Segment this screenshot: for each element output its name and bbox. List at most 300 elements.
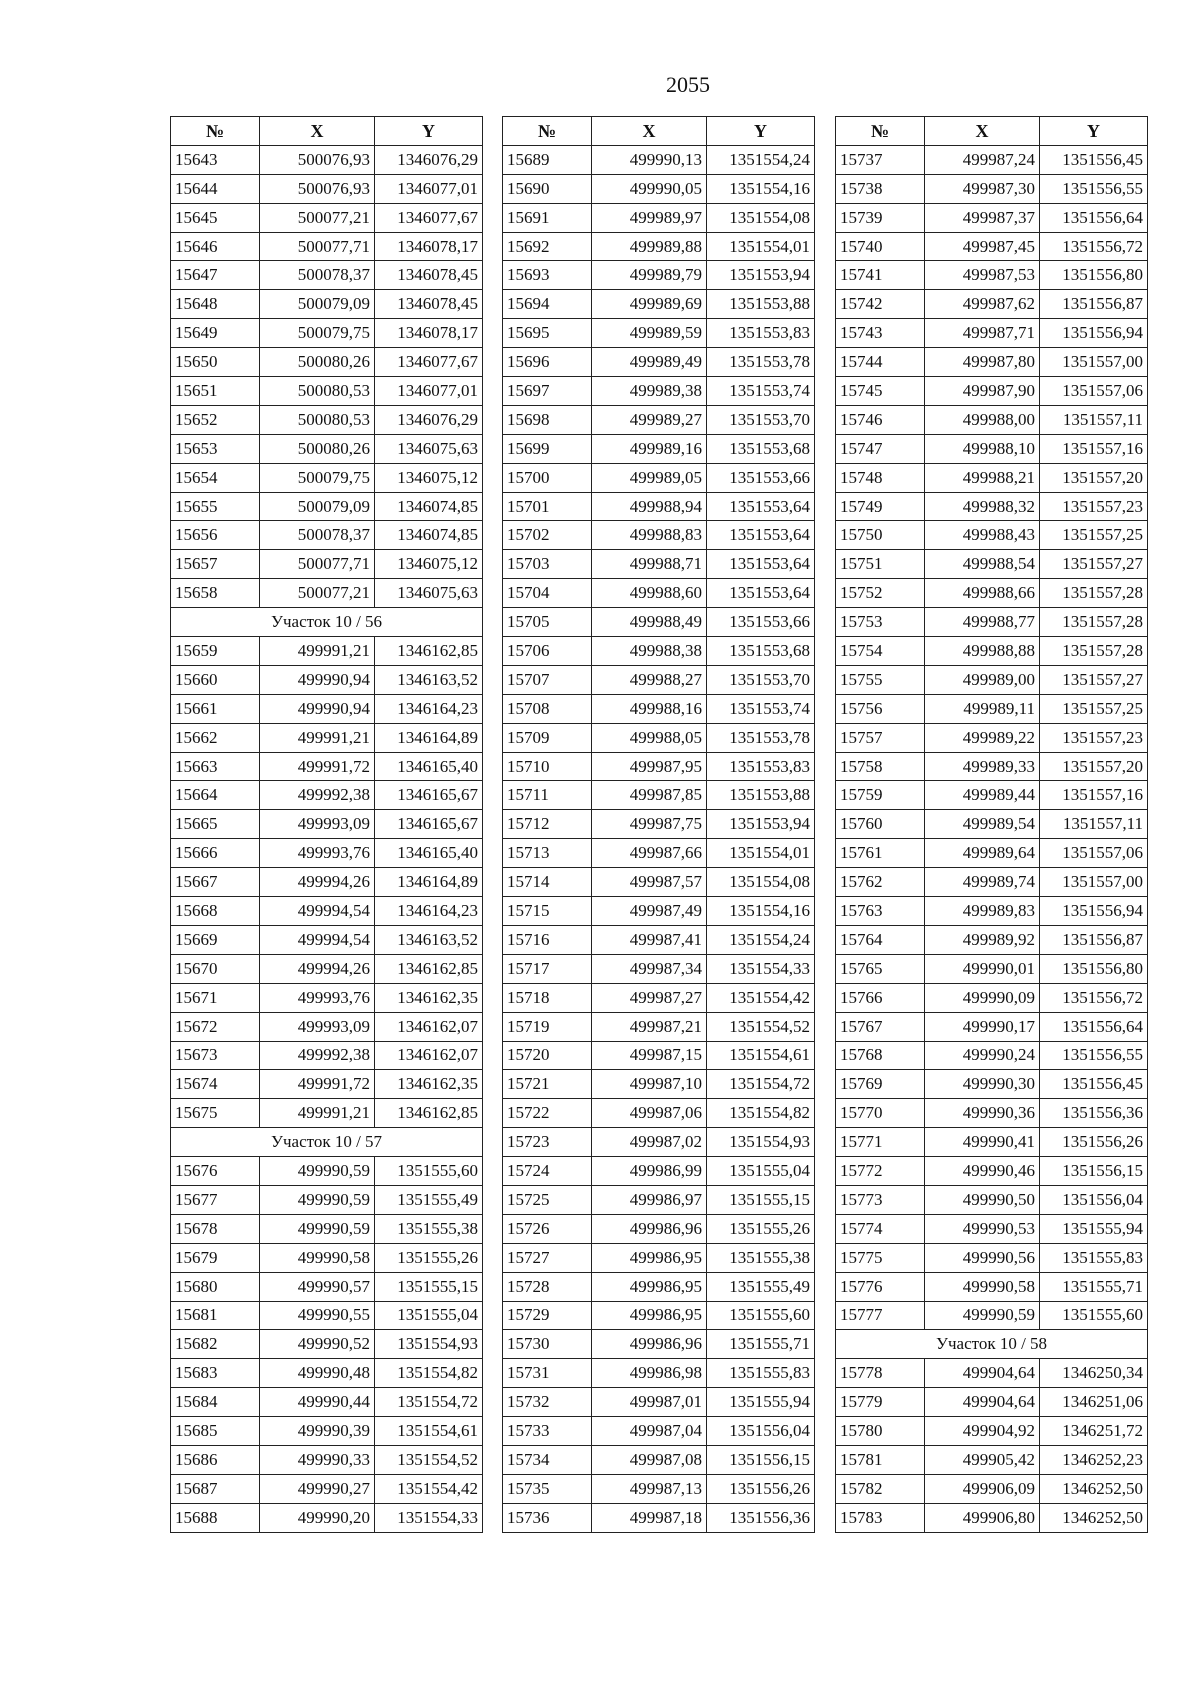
point-number: 15746	[836, 405, 925, 434]
table-row	[836, 1301, 1148, 1330]
table-row	[503, 1214, 815, 1243]
table-row	[836, 1157, 1148, 1186]
x-coordinate: 499988,71	[592, 550, 707, 579]
point-number: 15706	[503, 637, 592, 666]
y-coordinate: 1346252,50	[1040, 1474, 1148, 1503]
table-row	[836, 492, 1148, 521]
y-coordinate: 1346078,17	[375, 232, 483, 261]
header-number: №	[836, 117, 925, 146]
x-coordinate: 499990,46	[925, 1157, 1040, 1186]
table-row	[171, 521, 483, 550]
y-coordinate: 1346164,23	[375, 897, 483, 926]
table-row	[503, 405, 815, 434]
coordinates-table-1	[170, 116, 483, 1533]
point-number: 15651	[171, 377, 260, 406]
point-number: 15685	[171, 1417, 260, 1446]
x-coordinate: 499906,80	[925, 1503, 1040, 1532]
point-number: 15676	[171, 1157, 260, 1186]
table-row	[836, 1128, 1148, 1157]
table-row	[836, 868, 1148, 897]
table-row	[503, 174, 815, 203]
x-coordinate: 500077,21	[260, 579, 375, 608]
table-row	[171, 1503, 483, 1532]
table-row	[836, 954, 1148, 983]
table-row	[503, 925, 815, 954]
x-coordinate: 499987,90	[925, 377, 1040, 406]
table-row	[503, 1157, 815, 1186]
table-row	[836, 781, 1148, 810]
x-coordinate: 499904,64	[925, 1388, 1040, 1417]
y-coordinate: 1351556,36	[1040, 1099, 1148, 1128]
y-coordinate: 1346162,07	[375, 1041, 483, 1070]
point-number: 15646	[171, 232, 260, 261]
point-number: 15712	[503, 810, 592, 839]
x-coordinate: 499990,56	[925, 1243, 1040, 1272]
point-number: 15740	[836, 232, 925, 261]
point-number: 15748	[836, 463, 925, 492]
y-coordinate: 1351555,83	[707, 1359, 815, 1388]
table-row	[836, 1070, 1148, 1099]
x-coordinate: 499986,95	[592, 1272, 707, 1301]
point-number: 15698	[503, 405, 592, 434]
x-coordinate: 499988,83	[592, 521, 707, 550]
table-row	[836, 434, 1148, 463]
x-coordinate: 499991,21	[260, 723, 375, 752]
header-x: X	[592, 117, 707, 146]
x-coordinate: 499994,26	[260, 954, 375, 983]
x-coordinate: 499986,98	[592, 1359, 707, 1388]
point-number: 15647	[171, 261, 260, 290]
table-row	[836, 925, 1148, 954]
y-coordinate: 1351555,71	[1040, 1272, 1148, 1301]
y-coordinate: 1351554,52	[707, 1012, 815, 1041]
table-row	[171, 261, 483, 290]
table-row	[836, 1041, 1148, 1070]
table-row	[836, 290, 1148, 319]
x-coordinate: 500080,53	[260, 377, 375, 406]
point-number: 15658	[171, 579, 260, 608]
table-row	[836, 319, 1148, 348]
y-coordinate: 1351556,72	[1040, 983, 1148, 1012]
point-number: 15771	[836, 1128, 925, 1157]
table-row	[503, 1445, 815, 1474]
point-number: 15650	[171, 348, 260, 377]
x-coordinate: 499989,16	[592, 434, 707, 463]
table-row	[171, 377, 483, 406]
x-coordinate: 499988,32	[925, 492, 1040, 521]
y-coordinate: 1346163,52	[375, 925, 483, 954]
x-coordinate: 499988,66	[925, 579, 1040, 608]
table-row	[503, 1301, 815, 1330]
y-coordinate: 1351554,01	[707, 232, 815, 261]
table-row	[836, 261, 1148, 290]
table-row	[171, 145, 483, 174]
x-coordinate: 499986,95	[592, 1301, 707, 1330]
table-row	[503, 1272, 815, 1301]
y-coordinate: 1351556,55	[1040, 174, 1148, 203]
y-coordinate: 1351553,70	[707, 405, 815, 434]
table-row	[171, 868, 483, 897]
point-number: 15689	[503, 145, 592, 174]
point-number: 15762	[836, 868, 925, 897]
point-number: 15677	[171, 1185, 260, 1214]
header-y: Y	[375, 117, 483, 146]
point-number: 15719	[503, 1012, 592, 1041]
point-number: 15672	[171, 1012, 260, 1041]
table-row	[836, 637, 1148, 666]
x-coordinate: 499987,06	[592, 1099, 707, 1128]
table-row	[503, 1128, 815, 1157]
y-coordinate: 1351555,60	[375, 1157, 483, 1186]
y-coordinate: 1346165,67	[375, 810, 483, 839]
point-number: 15778	[836, 1359, 925, 1388]
point-number: 15747	[836, 434, 925, 463]
point-number: 15731	[503, 1359, 592, 1388]
table-row	[503, 954, 815, 983]
point-number: 15728	[503, 1272, 592, 1301]
y-coordinate: 1351557,20	[1040, 752, 1148, 781]
x-coordinate: 499987,53	[925, 261, 1040, 290]
point-number: 15705	[503, 608, 592, 637]
table-row	[503, 1099, 815, 1128]
point-number: 15723	[503, 1128, 592, 1157]
table-row	[836, 1214, 1148, 1243]
x-coordinate: 499990,36	[925, 1099, 1040, 1128]
x-coordinate: 499989,00	[925, 665, 1040, 694]
y-coordinate: 1351557,20	[1040, 463, 1148, 492]
point-number: 15697	[503, 377, 592, 406]
x-coordinate: 499987,66	[592, 839, 707, 868]
y-coordinate: 1351556,64	[1040, 1012, 1148, 1041]
y-coordinate: 1351557,25	[1040, 521, 1148, 550]
point-number: 15707	[503, 665, 592, 694]
y-coordinate: 1351556,15	[1040, 1157, 1148, 1186]
point-number: 15696	[503, 348, 592, 377]
point-number: 15777	[836, 1301, 925, 1330]
point-number: 15690	[503, 174, 592, 203]
x-coordinate: 499990,17	[925, 1012, 1040, 1041]
y-coordinate: 1351553,88	[707, 290, 815, 319]
table-row	[503, 1012, 815, 1041]
y-coordinate: 1351555,38	[707, 1243, 815, 1272]
x-coordinate: 499989,64	[925, 839, 1040, 868]
y-coordinate: 1351556,94	[1040, 897, 1148, 926]
x-coordinate: 499988,21	[925, 463, 1040, 492]
x-coordinate: 499990,27	[260, 1474, 375, 1503]
point-number: 15643	[171, 145, 260, 174]
table-row	[171, 983, 483, 1012]
y-coordinate: 1351555,71	[707, 1330, 815, 1359]
x-coordinate: 499990,59	[925, 1301, 1040, 1330]
x-coordinate: 499987,15	[592, 1041, 707, 1070]
y-coordinate: 1346162,35	[375, 1070, 483, 1099]
table-row	[503, 1070, 815, 1099]
table-row	[171, 174, 483, 203]
table-row	[836, 463, 1148, 492]
y-coordinate: 1351553,83	[707, 752, 815, 781]
x-coordinate: 499987,08	[592, 1445, 707, 1474]
point-number: 15670	[171, 954, 260, 983]
table-row	[836, 1503, 1148, 1532]
point-number: 15709	[503, 723, 592, 752]
y-coordinate: 1351553,64	[707, 579, 815, 608]
point-number: 15743	[836, 319, 925, 348]
y-coordinate: 1346074,85	[375, 492, 483, 521]
table-row	[171, 579, 483, 608]
y-coordinate: 1351554,08	[707, 203, 815, 232]
y-coordinate: 1351555,26	[707, 1214, 815, 1243]
y-coordinate: 1346078,17	[375, 319, 483, 348]
point-number: 15678	[171, 1214, 260, 1243]
y-coordinate: 1351556,45	[1040, 1070, 1148, 1099]
y-coordinate: 1351556,26	[707, 1474, 815, 1503]
x-coordinate: 499993,09	[260, 810, 375, 839]
point-number: 15752	[836, 579, 925, 608]
table-row	[171, 1359, 483, 1388]
point-number: 15781	[836, 1445, 925, 1474]
point-number: 15665	[171, 810, 260, 839]
point-number: 15653	[171, 434, 260, 463]
y-coordinate: 1351556,80	[1040, 261, 1148, 290]
x-coordinate: 499905,42	[925, 1445, 1040, 1474]
y-coordinate: 1351555,04	[707, 1157, 815, 1186]
point-number: 15669	[171, 925, 260, 954]
header-row	[836, 117, 1148, 146]
point-number: 15751	[836, 550, 925, 579]
y-coordinate: 1351555,26	[375, 1243, 483, 1272]
y-coordinate: 1351553,64	[707, 492, 815, 521]
x-coordinate: 499987,95	[592, 752, 707, 781]
y-coordinate: 1351557,23	[1040, 723, 1148, 752]
table-row	[171, 1012, 483, 1041]
y-coordinate: 1351557,25	[1040, 694, 1148, 723]
header-number: №	[171, 117, 260, 146]
table-row	[836, 1012, 1148, 1041]
x-coordinate: 499993,76	[260, 983, 375, 1012]
point-number: 15649	[171, 319, 260, 348]
table-row	[503, 463, 815, 492]
x-coordinate: 499994,54	[260, 925, 375, 954]
point-number: 15717	[503, 954, 592, 983]
table-row	[503, 1388, 815, 1417]
y-coordinate: 1351553,70	[707, 665, 815, 694]
point-number: 15679	[171, 1243, 260, 1272]
point-number: 15688	[171, 1503, 260, 1532]
table-row	[171, 954, 483, 983]
y-coordinate: 1351556,36	[707, 1503, 815, 1532]
point-number: 15667	[171, 868, 260, 897]
x-coordinate: 500080,26	[260, 348, 375, 377]
point-number: 15644	[171, 174, 260, 203]
table-row	[503, 261, 815, 290]
table-row	[503, 608, 815, 637]
x-coordinate: 500076,93	[260, 174, 375, 203]
y-coordinate: 1351554,93	[707, 1128, 815, 1157]
y-coordinate: 1351555,83	[1040, 1243, 1148, 1272]
x-coordinate: 500077,71	[260, 550, 375, 579]
x-coordinate: 499990,33	[260, 1445, 375, 1474]
x-coordinate: 499989,22	[925, 723, 1040, 752]
y-coordinate: 1351557,23	[1040, 492, 1148, 521]
table-row	[171, 1243, 483, 1272]
table-row	[836, 1243, 1148, 1272]
y-coordinate: 1346077,01	[375, 377, 483, 406]
point-number: 15660	[171, 665, 260, 694]
y-coordinate: 1346078,45	[375, 261, 483, 290]
point-number: 15741	[836, 261, 925, 290]
table-row	[836, 1388, 1148, 1417]
y-coordinate: 1351553,88	[707, 781, 815, 810]
point-number: 15779	[836, 1388, 925, 1417]
x-coordinate: 499904,92	[925, 1417, 1040, 1446]
y-coordinate: 1351556,87	[1040, 290, 1148, 319]
x-coordinate: 499990,44	[260, 1388, 375, 1417]
x-coordinate: 499990,30	[925, 1070, 1040, 1099]
y-coordinate: 1351557,16	[1040, 781, 1148, 810]
x-coordinate: 499986,99	[592, 1157, 707, 1186]
y-coordinate: 1346162,35	[375, 983, 483, 1012]
point-number: 15710	[503, 752, 592, 781]
point-number: 15659	[171, 637, 260, 666]
y-coordinate: 1351553,94	[707, 261, 815, 290]
point-number: 15694	[503, 290, 592, 319]
x-coordinate: 499989,69	[592, 290, 707, 319]
point-number: 15739	[836, 203, 925, 232]
y-coordinate: 1351555,60	[707, 1301, 815, 1330]
x-coordinate: 499987,57	[592, 868, 707, 897]
y-coordinate: 1346077,01	[375, 174, 483, 203]
point-number: 15749	[836, 492, 925, 521]
y-coordinate: 1351553,74	[707, 377, 815, 406]
y-coordinate: 1351554,42	[375, 1474, 483, 1503]
y-coordinate: 1351557,00	[1040, 868, 1148, 897]
x-coordinate: 499987,49	[592, 897, 707, 926]
point-number: 15654	[171, 463, 260, 492]
x-coordinate: 499988,38	[592, 637, 707, 666]
y-coordinate: 1351553,64	[707, 550, 815, 579]
table-row	[171, 1272, 483, 1301]
point-number: 15783	[836, 1503, 925, 1532]
point-number: 15768	[836, 1041, 925, 1070]
x-coordinate: 499988,54	[925, 550, 1040, 579]
table-row	[171, 1185, 483, 1214]
table-row	[836, 1445, 1148, 1474]
point-number: 15734	[503, 1445, 592, 1474]
y-coordinate: 1346078,45	[375, 290, 483, 319]
point-number: 15715	[503, 897, 592, 926]
point-number: 15666	[171, 839, 260, 868]
x-coordinate: 499991,72	[260, 752, 375, 781]
y-coordinate: 1351553,64	[707, 521, 815, 550]
x-coordinate: 499990,55	[260, 1301, 375, 1330]
y-coordinate: 1346252,50	[1040, 1503, 1148, 1532]
table-row	[171, 405, 483, 434]
table-row	[503, 983, 815, 1012]
table-row	[836, 405, 1148, 434]
table-row	[171, 781, 483, 810]
point-number: 15782	[836, 1474, 925, 1503]
table-row	[503, 1417, 815, 1446]
y-coordinate: 1351555,15	[375, 1272, 483, 1301]
y-coordinate: 1351556,04	[1040, 1185, 1148, 1214]
x-coordinate: 499990,53	[925, 1214, 1040, 1243]
x-coordinate: 499989,05	[592, 463, 707, 492]
x-coordinate: 499991,72	[260, 1070, 375, 1099]
x-coordinate: 500079,09	[260, 290, 375, 319]
table-row	[503, 319, 815, 348]
table-row	[836, 839, 1148, 868]
y-coordinate: 1351554,24	[707, 925, 815, 954]
table-row	[171, 694, 483, 723]
point-number: 15718	[503, 983, 592, 1012]
y-coordinate: 1351556,15	[707, 1445, 815, 1474]
x-coordinate: 499988,27	[592, 665, 707, 694]
table-row	[171, 203, 483, 232]
x-coordinate: 500078,37	[260, 261, 375, 290]
point-number: 15769	[836, 1070, 925, 1099]
point-number: 15655	[171, 492, 260, 521]
x-coordinate: 499990,94	[260, 665, 375, 694]
table-row	[836, 348, 1148, 377]
table-row	[171, 1474, 483, 1503]
table-row	[836, 203, 1148, 232]
point-number: 15753	[836, 608, 925, 637]
point-number: 15780	[836, 1417, 925, 1446]
x-coordinate: 499987,45	[925, 232, 1040, 261]
table-row	[503, 348, 815, 377]
y-coordinate: 1351557,16	[1040, 434, 1148, 463]
point-number: 15687	[171, 1474, 260, 1503]
y-coordinate: 1351553,78	[707, 723, 815, 752]
point-number: 15703	[503, 550, 592, 579]
y-coordinate: 1351554,16	[707, 174, 815, 203]
table-row	[836, 579, 1148, 608]
x-coordinate: 499987,10	[592, 1070, 707, 1099]
point-number: 15766	[836, 983, 925, 1012]
y-coordinate: 1351553,66	[707, 608, 815, 637]
table-row	[503, 377, 815, 406]
x-coordinate: 499987,80	[925, 348, 1040, 377]
y-coordinate: 1351554,08	[707, 868, 815, 897]
point-number: 15708	[503, 694, 592, 723]
x-coordinate: 499994,54	[260, 897, 375, 926]
x-coordinate: 499991,21	[260, 1099, 375, 1128]
y-coordinate: 1346162,85	[375, 637, 483, 666]
coordinates-table-2	[502, 116, 815, 1533]
point-number: 15722	[503, 1099, 592, 1128]
point-number: 15673	[171, 1041, 260, 1070]
point-number: 15662	[171, 723, 260, 752]
x-coordinate: 499987,24	[925, 145, 1040, 174]
x-coordinate: 499986,96	[592, 1330, 707, 1359]
y-coordinate: 1351555,49	[375, 1185, 483, 1214]
point-number: 15648	[171, 290, 260, 319]
y-coordinate: 1351556,04	[707, 1417, 815, 1446]
table-row	[171, 319, 483, 348]
y-coordinate: 1351557,28	[1040, 579, 1148, 608]
point-number: 15674	[171, 1070, 260, 1099]
table-row	[171, 434, 483, 463]
x-coordinate: 500080,53	[260, 405, 375, 434]
point-number: 15742	[836, 290, 925, 319]
y-coordinate: 1346164,23	[375, 694, 483, 723]
header-row	[503, 117, 815, 146]
point-number: 15730	[503, 1330, 592, 1359]
point-number: 15711	[503, 781, 592, 810]
point-number: 15700	[503, 463, 592, 492]
x-coordinate: 499987,71	[925, 319, 1040, 348]
y-coordinate: 1346251,72	[1040, 1417, 1148, 1446]
